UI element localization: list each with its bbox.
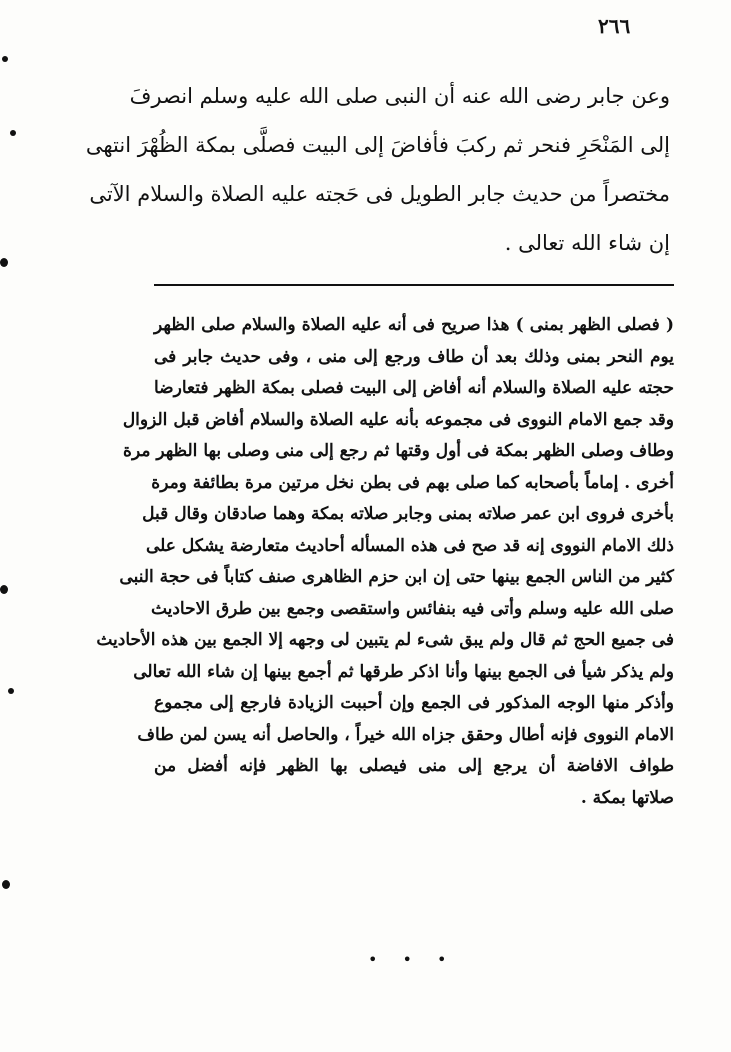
footnote-line: الامام النووى فإنه أطال وحقق جزاه الله خيراً ، والحاصل أنه يسن لمن طاف [137,724,674,745]
main-text-line: إلى المَنْحَرِ فنحر ثم ركبَ فأفاضَ إلى البيت فصلَّى بمكة الظُهْرَ انتهى [85,133,670,157]
section-end-ornament: • • • [368,950,457,969]
footnote-line: طواف الافاضة أن يرجع إلى منى فيصلى بها الظهر فإنه أفضل من [154,756,674,776]
footnote-line: كثير من الناس الجمع بينها حتى إن ابن حزم الظاهرى صنف كتاباً فى حجة النبى [119,567,674,587]
footnote-line: حجته عليه الصلاة والسلام أنه أفاض إلى البيت فصلى بمكة الظهر فتعارضا [154,378,674,398]
footnote-divider [154,284,674,286]
footnote-line: فى جميع الحج ثم قال ولم يبق شىء لم يتبين لى وجهه إلا الجمع بين هذه الأحاديث [96,630,674,650]
footnote-line: أخرى . إماماً بأصحابه كما صلى بهم فى بطن نخل مرتين مرة بطائفة ومرة [151,472,674,493]
scan-speck [2,880,10,889]
page-number: ٢٦٦ [598,14,631,38]
footnote-line: بأخرى فروى ابن عمر صلاته بمنى وجابر صلاته بمكة وهما صادقان وقال قبل [142,504,674,524]
footnote-line: وأذكر منها الوجه المذكور فى الجمع وإن أحببت الزيادة فارجع إلى مجموع [154,693,674,713]
footnote-line: وقد جمع الامام النووى فى مجموعه بأنه عليه الصلاة والسلام أفاض قبل الزوال [122,409,674,430]
footnote-line: ذلك الامام النووى إنه قد صح فى هذه المسأله أحاديث متعارضة يشكل على [145,535,674,556]
scan-speck [0,585,8,594]
scan-speck [2,56,8,62]
main-text-line: إن شاء الله تعالى . [504,231,670,255]
main-text-block [85,72,670,268]
footnote-block [96,310,674,814]
footnote-line: وطاف وصلى الظهر بمكة فى أول وقتها ثم رجع إلى منى وصلى بها الظهر مرة [123,441,674,461]
footnote-line: ( فصلى الظهر بمنى ) هذا صريح فى أنه عليه الصلاة والسلام صلى الظهر [154,315,674,335]
footnote-line: صلى الله عليه وسلم وأتى فيه بنفائس واستقصى وجمع بين طرق الاحاديث [150,598,674,619]
footnote-line: ولم يذكر شيأ فى الجمع بينها وأنا اذكر طرقها ثم أجمع بينها إن شاء الله تعالى [133,661,674,682]
main-text-line: وعن جابر رضى الله عنه أن النبى صلى الله عليه وسلم انصرفَ [129,84,670,108]
scan-speck [8,688,14,694]
scan-speck [10,130,16,136]
main-text-line: مختصراً من حديث جابر الطويل فى حَجته عليه الصلاة والسلام الآتى [89,182,670,206]
footnote-line: صلاتها بمكة . [580,787,674,808]
scan-speck [0,258,8,267]
footnote-line: يوم النحر بمنى وذلك بعد أن طاف ورجع إلى منى ، وفى حديث جابر فى [154,346,674,367]
